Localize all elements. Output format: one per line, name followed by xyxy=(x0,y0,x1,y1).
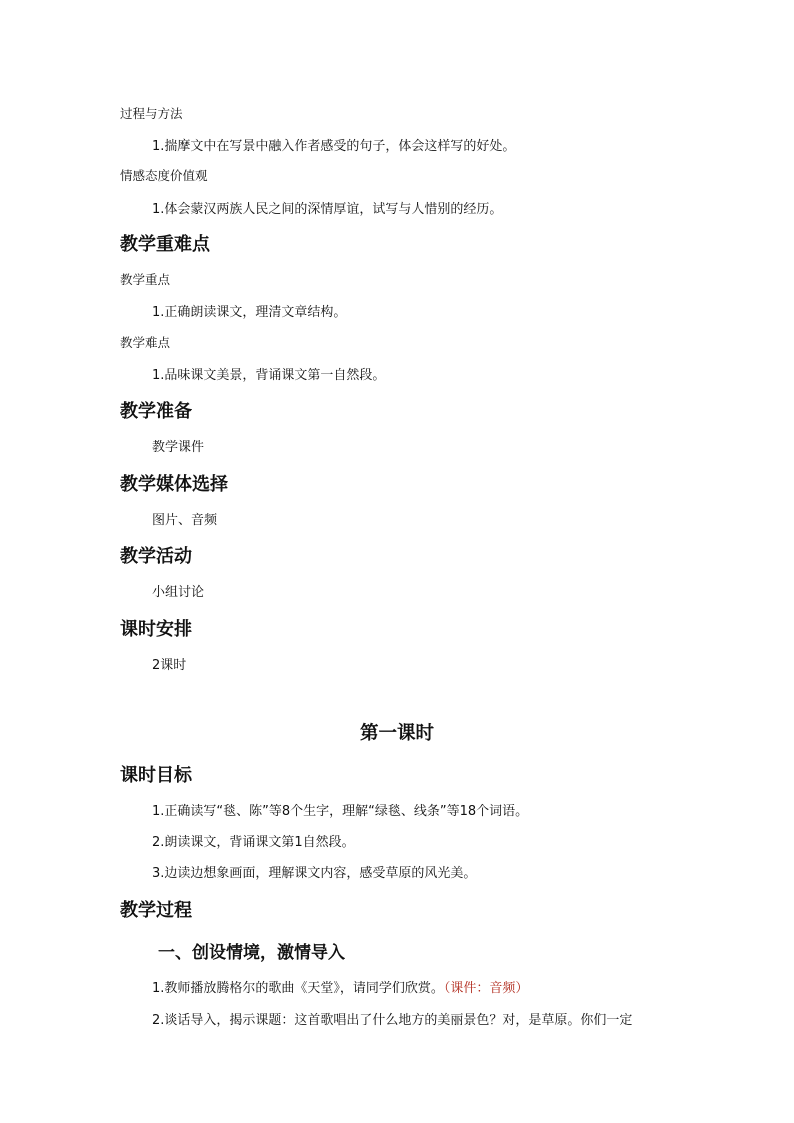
key-item-1: 1.正确朗读课文，理清文章结构。 xyxy=(152,305,347,320)
goal-item-2: 2.朗读课文，背诵课文第1自然段。 xyxy=(152,835,355,850)
process-method-label: 过程与方法 xyxy=(120,106,183,121)
emotion-item-1: 1.体会蒙汉两族人民之间的深情厚谊，试写与人惜别的经历。 xyxy=(152,202,503,217)
step-1-text: 1.教师播放腾格尔的歌曲《天堂》，请同学们欣赏。 xyxy=(152,981,444,996)
activity-heading: 教学活动 xyxy=(120,546,192,567)
schedule-heading: 课时安排 xyxy=(120,619,192,640)
key-label: 教学重点 xyxy=(120,272,171,287)
step-2: 2.谈话导入，揭示课题：这首歌唱出了什么地方的美丽景色？对，是草原。你们一定 xyxy=(152,1013,633,1028)
step-1-note: （课件：音频） xyxy=(443,981,529,996)
lesson1-title: 第一课时 xyxy=(359,723,434,744)
emotion-label: 情感态度价值观 xyxy=(120,168,208,183)
key-difficult-heading: 教学重难点 xyxy=(120,234,210,255)
lesson-goal-heading: 课时目标 xyxy=(120,765,192,786)
prep-content: 教学课件 xyxy=(152,440,205,455)
media-heading: 教学媒体选择 xyxy=(120,474,228,495)
process-heading: 教学过程 xyxy=(120,900,192,921)
goal-item-1: 1.正确读写“毯、陈”等8个生字，理解“绿毯、线条”等18个词语。 xyxy=(152,804,529,819)
difficult-item-1: 1.品味课文美景，背诵课文第一自然段。 xyxy=(152,368,386,383)
activity-content: 小组讨论 xyxy=(152,585,205,600)
process-item-1: 1.揣摩文中在写景中融入作者感受的句子，体会这样写的好处。 xyxy=(152,139,516,154)
difficult-label: 教学难点 xyxy=(120,335,171,350)
media-content: 图片、音频 xyxy=(152,513,218,528)
section1-heading: 一、创设情境，激情导入 xyxy=(158,943,345,963)
prep-heading: 教学准备 xyxy=(120,401,192,422)
schedule-content: 2课时 xyxy=(152,658,187,673)
step-1 xyxy=(152,977,528,996)
goal-item-3: 3.边读边想象画面，理解课文内容，感受草原的风光美。 xyxy=(152,866,477,881)
